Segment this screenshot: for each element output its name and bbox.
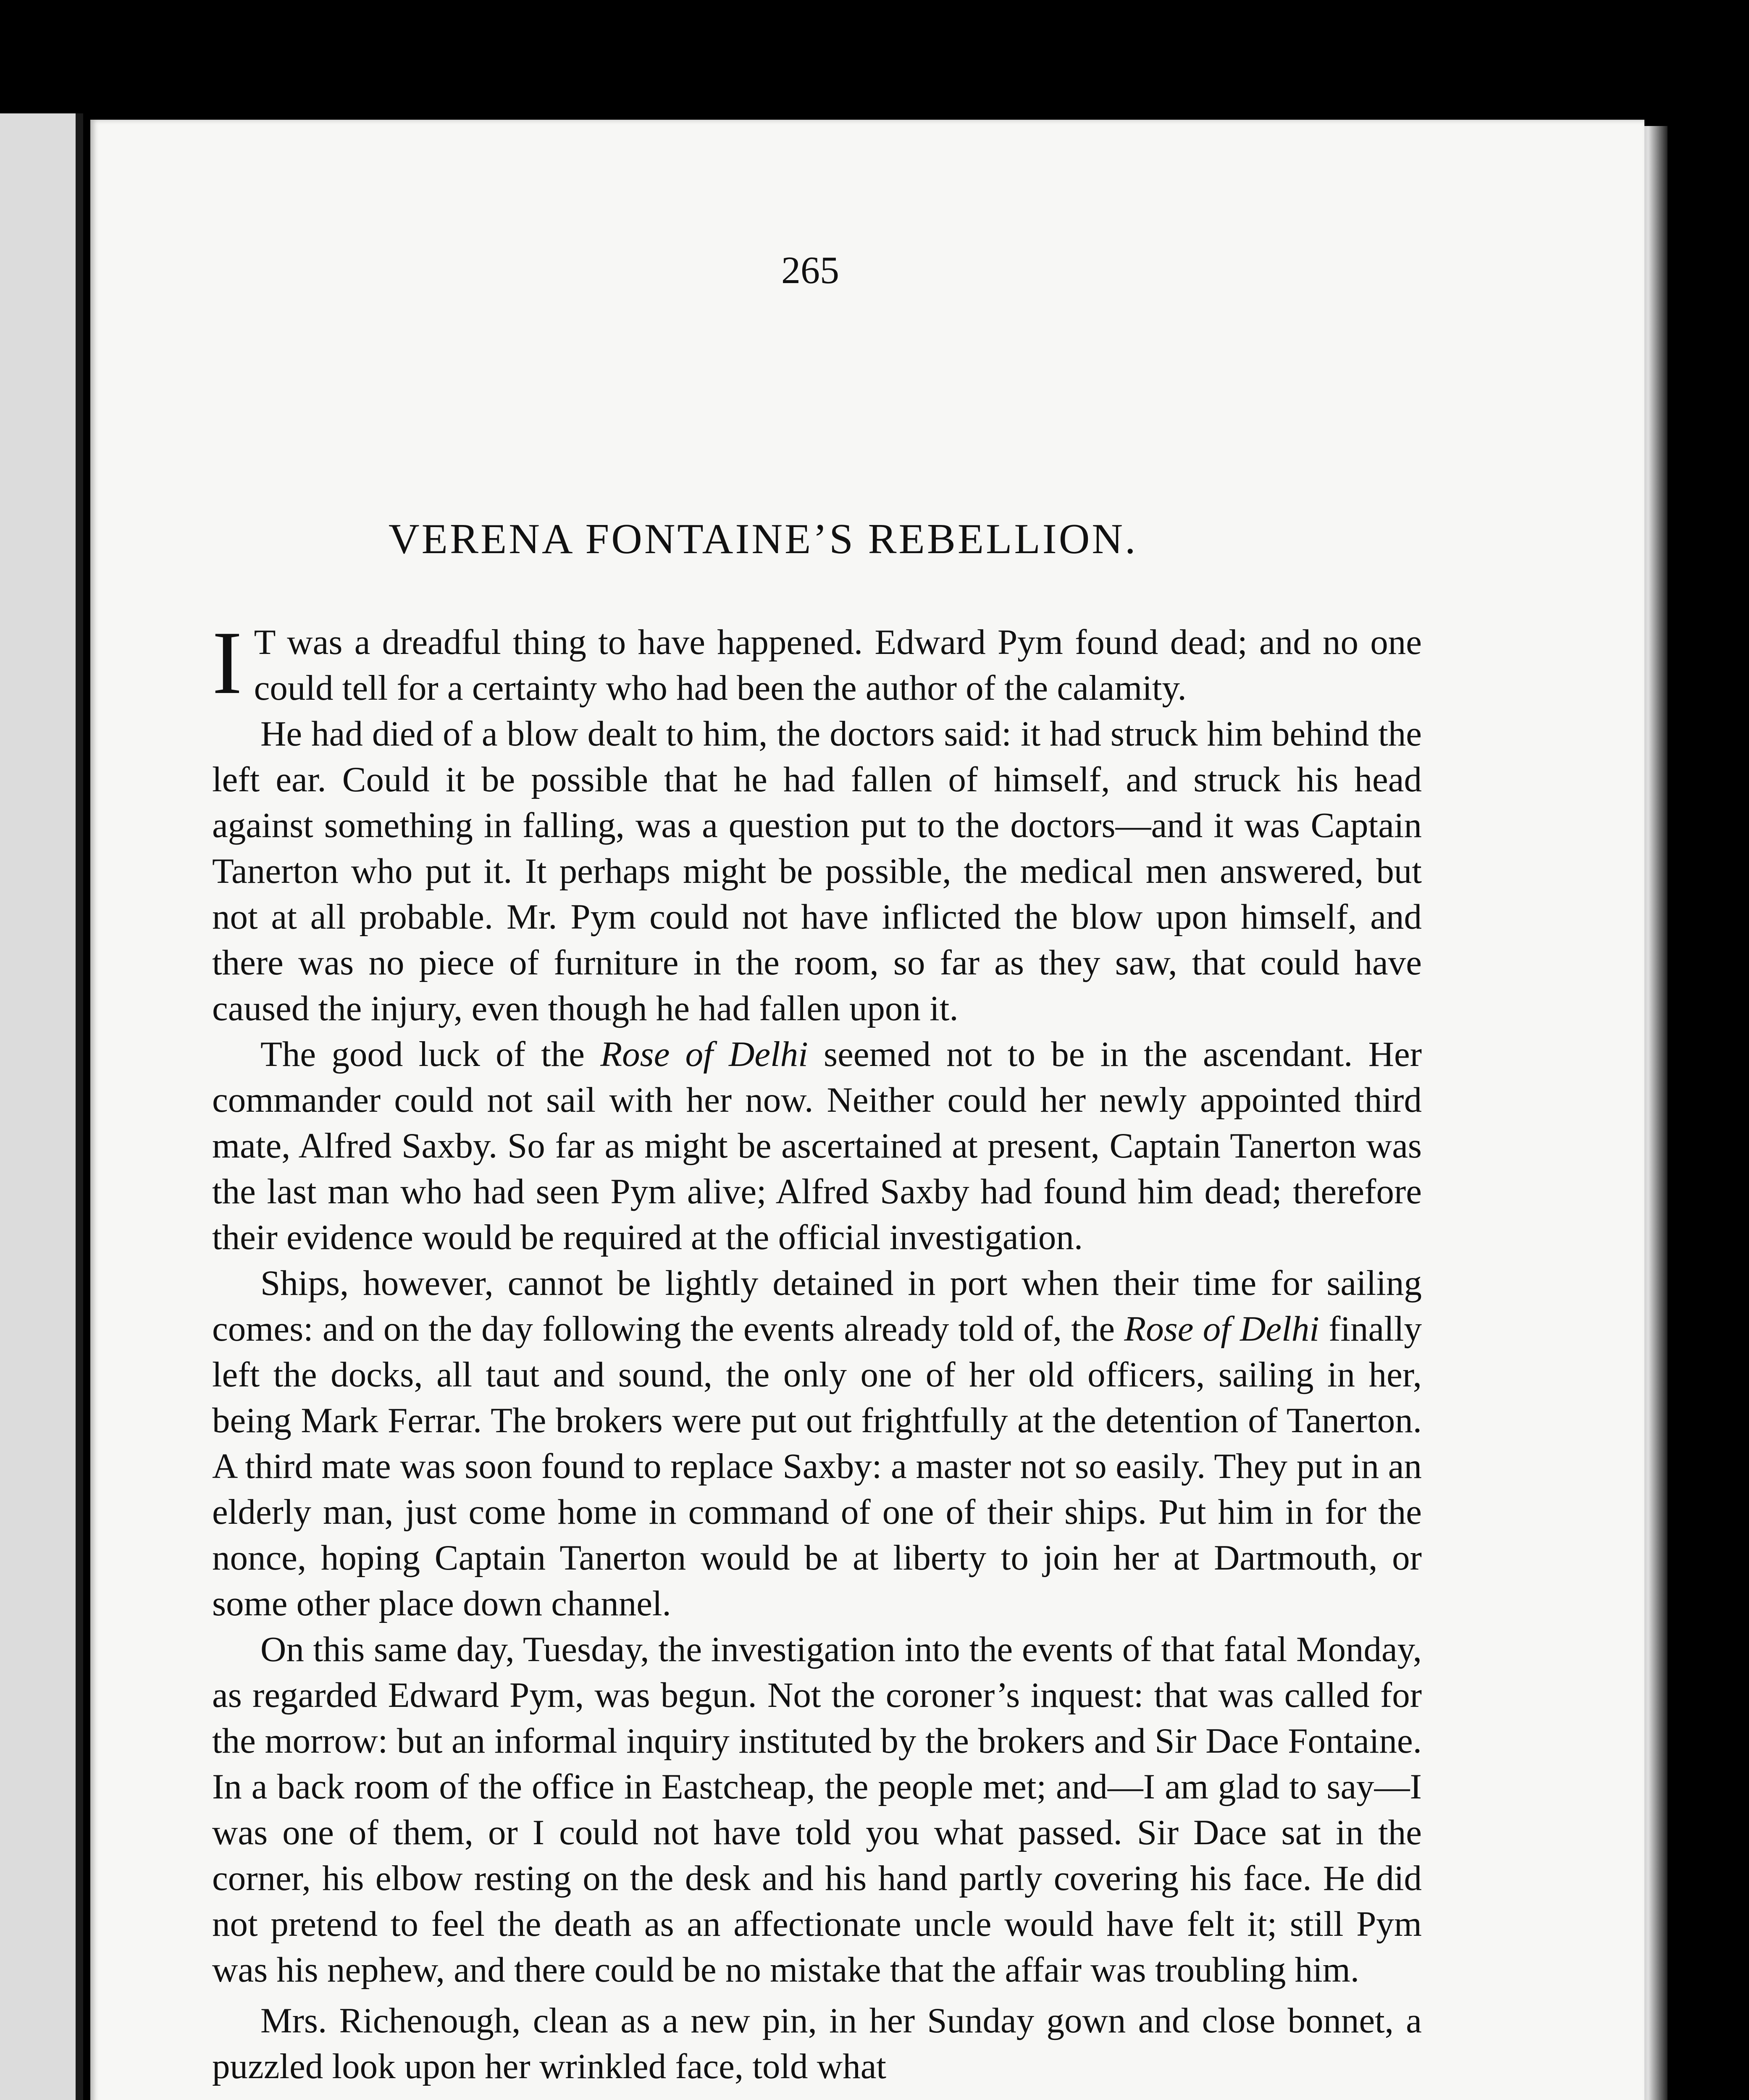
paragraph-3-text-b: seemed not to be in the ascendant. Her commander could not sail with her now. Neither could her newly appointed third mate, Alfred Saxby. So far as might be ascertained at present, Captain Tanerton was the last man who had seen Pym alive; Alfred Saxby had found him dead; therefore their evidence would be required at the official investigation. xyxy=(212,1034,1422,1257)
paragraph-4-text-b: finally left the docks, all taut and sound, the only one of her old officers, sailing in her, being Mark Ferrar. The brokers were put out frightfully at the detention of Tanerton. A third mate was soon found to replace Saxby: a master not so easily. They put in an elderly man, just come home in command of one of their ships. Put him in for the nonce, hoping Captain Tanerton would be at liberty to join her at Dartmouth, or some other place down channel. xyxy=(212,1309,1422,1623)
ship-name: Rose of Delhi xyxy=(600,1034,808,1074)
paragraph-5: On this same day, Tuesday, the investigation into the events of that fatal Monday, as regarded Edward Pym, was begun. Not the coroner’s inquest: that was called for the morrow: but an informal inquiry instituted by the brokers and Sir Dace Fontaine. In a back room of the office in Eastcheap, the people met; and—I am glad to say—I was one of them, or I could not have told you what passed. Sir Dace sat in the corner, his elbow resting on the desk and his hand partly covering his face. He did not pretend to feel the death as an affectionate uncle would have felt it; still Pym was his nephew, and there could be no mistake that the affair was troubling him. xyxy=(212,1630,1422,1990)
paragraph-3-text-a: The good luck of the xyxy=(260,1034,601,1074)
paragraph-4 xyxy=(212,1260,1422,1627)
facing-page-edge xyxy=(0,113,83,2100)
chapter-title: VERENA FONTAINE’S REBELLION. xyxy=(389,515,1138,563)
paragraph-4-text-a: Ships, however, cannot be lightly detained in port when their time for sailing comes: and on the day following the events already told of, the xyxy=(212,1263,1422,1349)
paragraph-6: Mrs. Richenough, clean as a new pin, in her Sunday gown and close bonnet, a puzzled look upon her wrinkled face, told what xyxy=(212,2001,1422,2086)
drop-cap: I xyxy=(212,612,242,713)
paragraph-1 xyxy=(212,612,1422,713)
page-number: 265 xyxy=(781,249,839,291)
paragraph-1-text: T was a dreadful thing to have happened. Edward Pym found dead; and no one could tell for a certainty who had been the author of the calamity. xyxy=(254,622,1422,708)
page-body-text xyxy=(212,612,1422,2090)
ship-name: Rose of Delhi xyxy=(1124,1309,1319,1349)
paragraph-2: He had died of a blow dealt to him, the doctors said: it had struck him behind the left ear. Could it be possible that he had fallen of himself, and struck his head against something in falling, was a question put to the doctors—and it was Captain Tanerton who put it. It perhaps might be possible, the medical men answered, but not at all probable. Mr. Pym could not have inflicted the blow upon himself, and there was no piece of furniture in the room, so far as they saw, that could have caused the injury, even though he had fallen upon it. xyxy=(212,714,1422,1028)
paragraph-3 xyxy=(212,1032,1422,1260)
